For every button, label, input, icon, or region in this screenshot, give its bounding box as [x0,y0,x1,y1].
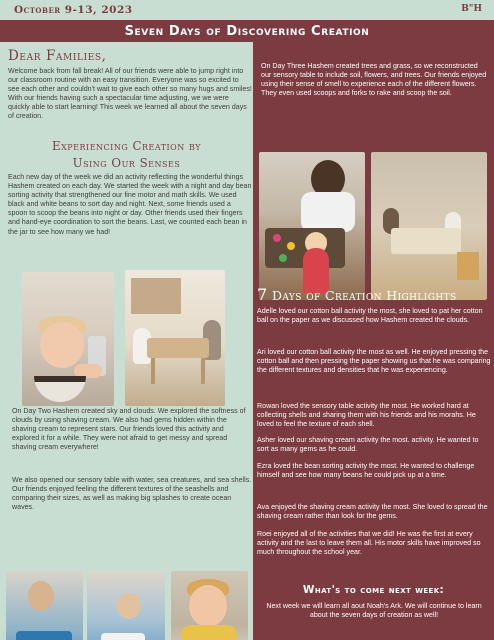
sensory-table-photo [259,152,365,300]
water-table-photo-1 [6,571,83,640]
next-week-heading: What's to come next week: [302,584,445,596]
flower-shape [279,254,287,262]
senses-heading-line-1: Experiencing Creation by [51,139,202,153]
top-bar [0,0,494,22]
flower-shape [273,234,281,242]
highlight-item: Asher loved our shaving cream activity the most. activity. He wanted to sort as many gems as he could. [257,436,479,454]
highlight-item: Ezra loved the bean sorting activity the most. He wanted to challenge himself and see how many beans he could pick up at a time. [257,462,475,480]
left-column [0,44,253,640]
highlights-number: 7 [257,285,268,304]
highlight-item: Rowan loved the sensory table activity the most. He worked hard at collecting shells and sharing them with his friends and his morahs. He loved to feel the texture of each shell. [257,402,476,429]
right-panel [253,42,494,640]
shaving-cream-photo [171,571,248,640]
newsletter-title: Seven Days of Discovering Creation [124,23,370,39]
senses-heading-line-2: Using Our Senses [72,156,181,170]
highlights-title: Days of Creation Highlights [271,288,457,303]
teacher-shirt-shape [301,192,355,232]
highlights-heading [257,285,492,304]
shaving-cream-paragraph: On Day Two Hashem created sky and clouds. We explored the softness of clouds by using shaving cream. We also had gems hidden within the shaving cream to represent stars. Our friends loved this activity and explored it for a while. They were not afraid to get messy and spread shaving cream everywhere! [12,407,246,452]
child-head-shape [117,593,141,619]
highlight-item: Roei enjoyed all of the activities that we did! He was the first at every activity and the last to leave them all. His motor skills have improved so much throughout the school year. [257,530,481,557]
greeting-heading: Dear Families, [8,48,107,64]
child-shirt-shape [181,625,237,640]
sensory-water-paragraph: We also opened our sensory table with water, sea creatures, and sea shells. Our friends enjoyed feeling the different textures of the seashells and comparing their sizes, as well as making big splashes to create ocean waves. [12,476,252,512]
table-shape [391,228,461,254]
title-banner [0,20,494,42]
child-face-shape [40,322,84,368]
shell-shape [101,633,145,640]
table-shape [147,338,209,358]
bean-bowl-shape [34,376,86,402]
water-bin-shape [16,631,72,640]
bh-mark: B"H [461,4,482,14]
water-table-photo-2 [87,571,165,640]
flower-shape [287,242,295,250]
table-leg-shape [151,358,155,384]
classroom-table-photo [125,270,225,406]
senses-heading [0,138,253,172]
child-face-shape [189,585,227,627]
newsletter-date: October 9-13, 2023 [14,4,133,16]
chair-shape [457,252,479,280]
table-leg-shape [201,358,205,384]
highlight-item: Ava enjoyed the shaving cream activity the most. She loved to spread the shaving cream rather than look for the gems. [257,503,488,521]
welcome-paragraph: Welcome back from fall break! All of our friends were able to jump right into our classroom routine with an easy transition. Everyone was so excited to see each other and couldn't wait to give each other so many hugs and smiles! With our friends having such a spectacular time adjusting, we we were quickly able to start learning! This week we learned all about the seven days of creation. [8,67,252,121]
child-head-shape [28,581,54,611]
day-three-paragraph: On Day Three Hashem created trees and grass, so we reconstructed our sensory table to include soil, flowers, and trees. Our friends enjoyed using their sense of smell to experience each of the different flowers. They even used scoops and forks to rake and scoop the soil. [261,62,487,98]
bean-sorting-photo [22,272,114,406]
classroom-photo [371,152,487,300]
shelf-shape [131,278,181,314]
highlight-item: Ari loved our cotton ball activity the most as well. He enjoyed pressing the cotton ball and then pressing the paper showing us that he was comparing the different textures and densities that he was experiencing. [257,348,491,375]
bean-sorting-paragraph: Each new day of the week we did an activity reflecting the wonderful things Hashem created on each day. We started the week with a night and day bean sorting activity that strengthened our fine motor and math skills. We used black and white beans to sort day and night. Next, some friends used a spoon to scoop the beans into night or day. Other friends used their fingers and hand-eye coordination to sort the beans. Last, we counted each bean in the jar to see how many we had! [8,173,252,236]
next-week-paragraph: Next week we will learn all aout Noah's Ark. We will continue to learn about the seven days of creation as well! [266,602,482,620]
highlight-item: Adelle loved our cotton ball activity the most, she loved to pat her cotton ball on the paper as we discussed how Hashem created the clouds. [257,307,483,325]
